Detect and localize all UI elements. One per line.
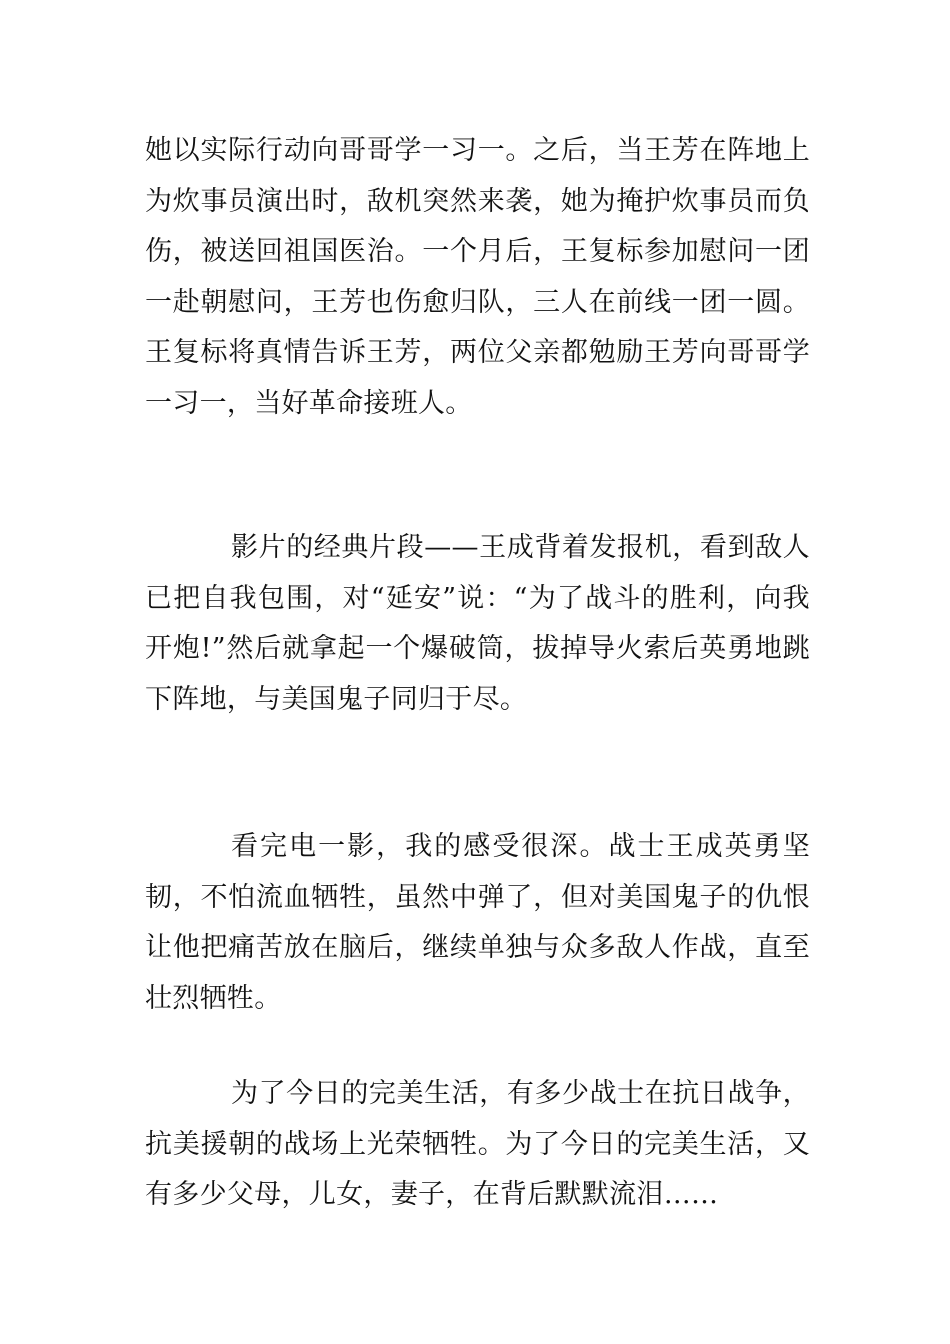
paragraph-1: 她以实际行动向哥哥学一习一。之后，当王芳在阵地上为炊事员演出时，敌机突然来袭，她为掩护炊事员而负伤，被送回祖国医治。一个月后，王复标参加慰问一团一赴朝慰问，王芳也伤愈归队，三人在前线一团一圆。王复标将真情告诉王芳，两位父亲都勉励王芳向哥哥学一习一，当好革命接班人。 (145, 135, 810, 419)
paragraph-3: 看完电一影，我的感受很深。战士王成英勇坚韧，不怕流血牺牲，虽然中弹了，但对美国鬼子的仇恨让他把痛苦放在脑后，继续单独与众多敌人作战，直至壮烈牺牲。 (145, 831, 810, 1014)
paragraph-4: 为了今日的完美生活，有多少战士在抗日战争，抗美援朝的战场上光荣牺牲。为了今日的完美生活，又有多少父母，儿女，妻子，在背后默默流泪…… (145, 1078, 810, 1210)
paragraph-2: 影片的经典片段——王成背着发报机，看到敌人已把自我包围，对“延安”说：“为了战斗的胜利，向我开炮!”然后就拿起一个爆破筒，拔掉导火索后英勇地跳下阵地，与美国鬼子同归于尽。 (145, 532, 810, 715)
